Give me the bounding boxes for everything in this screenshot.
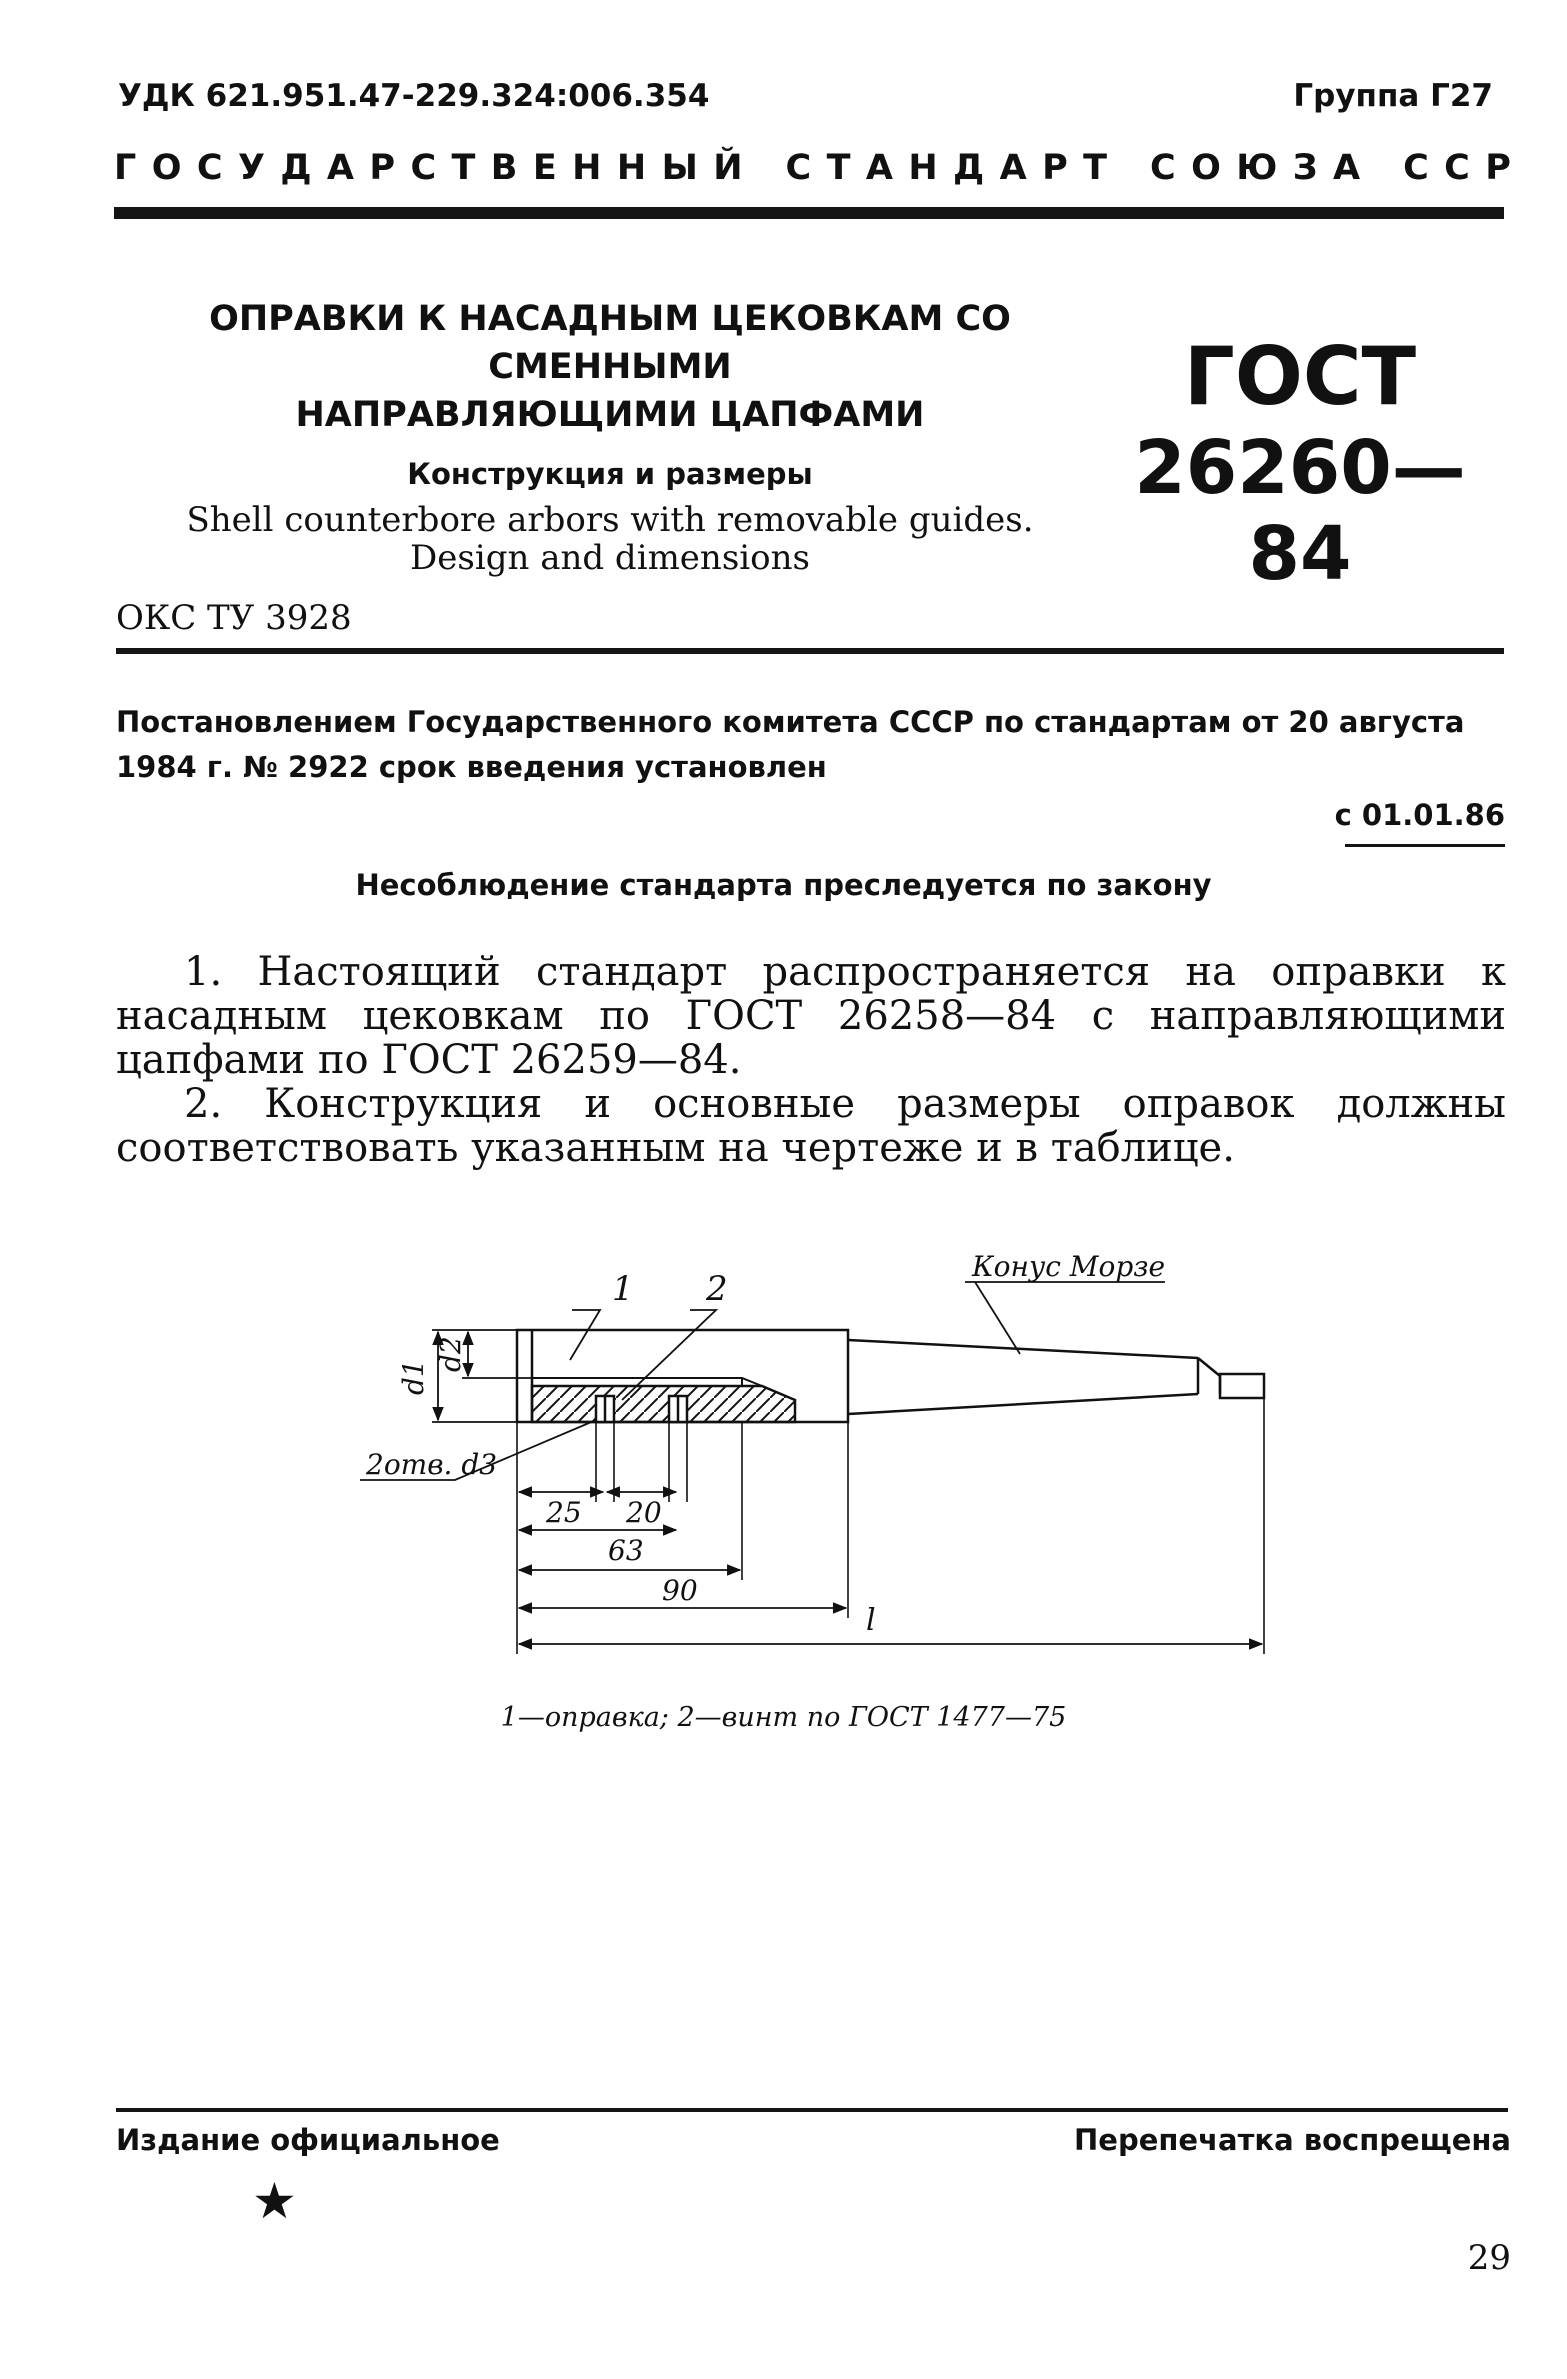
dim-20: 20 [626, 1496, 662, 1529]
arbor-drawing [0, 1230, 1567, 1690]
section-hatch [532, 1378, 795, 1422]
bottom-rule [116, 2108, 1508, 2112]
label-screw: 2 [706, 1269, 728, 1309]
title-block [110, 295, 1110, 577]
screw-2 [669, 1396, 687, 1422]
dim-63: 63 [608, 1534, 644, 1567]
body-text [116, 950, 1506, 1170]
document-title [110, 295, 1110, 439]
udk-code: УДК 621.951.47-229.324:006.354 [118, 78, 710, 114]
title-line-2: НАПРАВЛЯЮЩИМИ ЦАПФАМИ [295, 395, 925, 435]
effective-date-rule [1345, 844, 1505, 847]
middle-rule [116, 648, 1504, 654]
gost-label: ГОСТ [1183, 330, 1417, 423]
figure-caption: 1—оправка; 2—винт по ГОСТ 1477—75 [500, 1702, 1067, 1733]
dim-90: 90 [662, 1574, 698, 1607]
english-title-line-1: Shell counterbore arbors with removable guides. [186, 500, 1034, 540]
official-edition: Издание официальное [116, 2123, 500, 2157]
page-number: 29 [1467, 2238, 1511, 2278]
label-morse-cone: Конус Морзе [972, 1250, 1166, 1283]
title-line-1: ОПРАВКИ К НАСАДНЫМ ЦЕКОВКАМ СО СМЕННЫМИ [209, 299, 1011, 387]
star-icon: ★ [252, 2172, 297, 2230]
tang [1220, 1374, 1264, 1398]
paragraph-2: 2. Конструкция и основные размеры оправок должны соответствовать указанным на чертеже и в таблице. [116, 1081, 1506, 1171]
dim-25: 25 [546, 1496, 582, 1529]
oks-code: ОКС ТУ 3928 [116, 598, 352, 638]
law-notice: Несоблюдение стандарта преследуется по закону [355, 868, 1212, 902]
decree-text: Постановлением Государственного комитета СССР по стандартам от 20 августа 1984 г. № 2922 срок введения установлен [116, 705, 1465, 784]
label-d2: d2 [434, 1336, 467, 1372]
screw-1 [596, 1396, 614, 1422]
reprint-prohibited: Перепечатка воспрещена [1074, 2123, 1511, 2157]
english-title-line-2: Design and dimensions [410, 538, 810, 578]
state-standard-heading: ГОСУДАРСТВЕННЫЙ СТАНДАРТ СОЮЗА ССР [114, 148, 1527, 188]
english-title [110, 501, 1110, 577]
gost-number: 26260—84 [1134, 425, 1466, 597]
document-subtitle: Конструкция и размеры [407, 457, 813, 491]
dim-l: l [866, 1603, 876, 1638]
label-holes: 2отв. d3 [366, 1448, 498, 1481]
morse-taper [848, 1340, 1220, 1414]
effective-date: с 01.01.86 [1334, 798, 1505, 832]
label-arbor: 1 [612, 1269, 634, 1309]
label-d1: d1 [397, 1359, 430, 1395]
top-rule [114, 207, 1504, 219]
group-code: Группа Г27 [1293, 78, 1493, 114]
paragraph-1: 1. Настоящий стандарт распространяется на оправки к насадным цековкам по ГОСТ 26258—84 с направляющими цапфами по ГОСТ 26259—84. [116, 949, 1506, 1083]
